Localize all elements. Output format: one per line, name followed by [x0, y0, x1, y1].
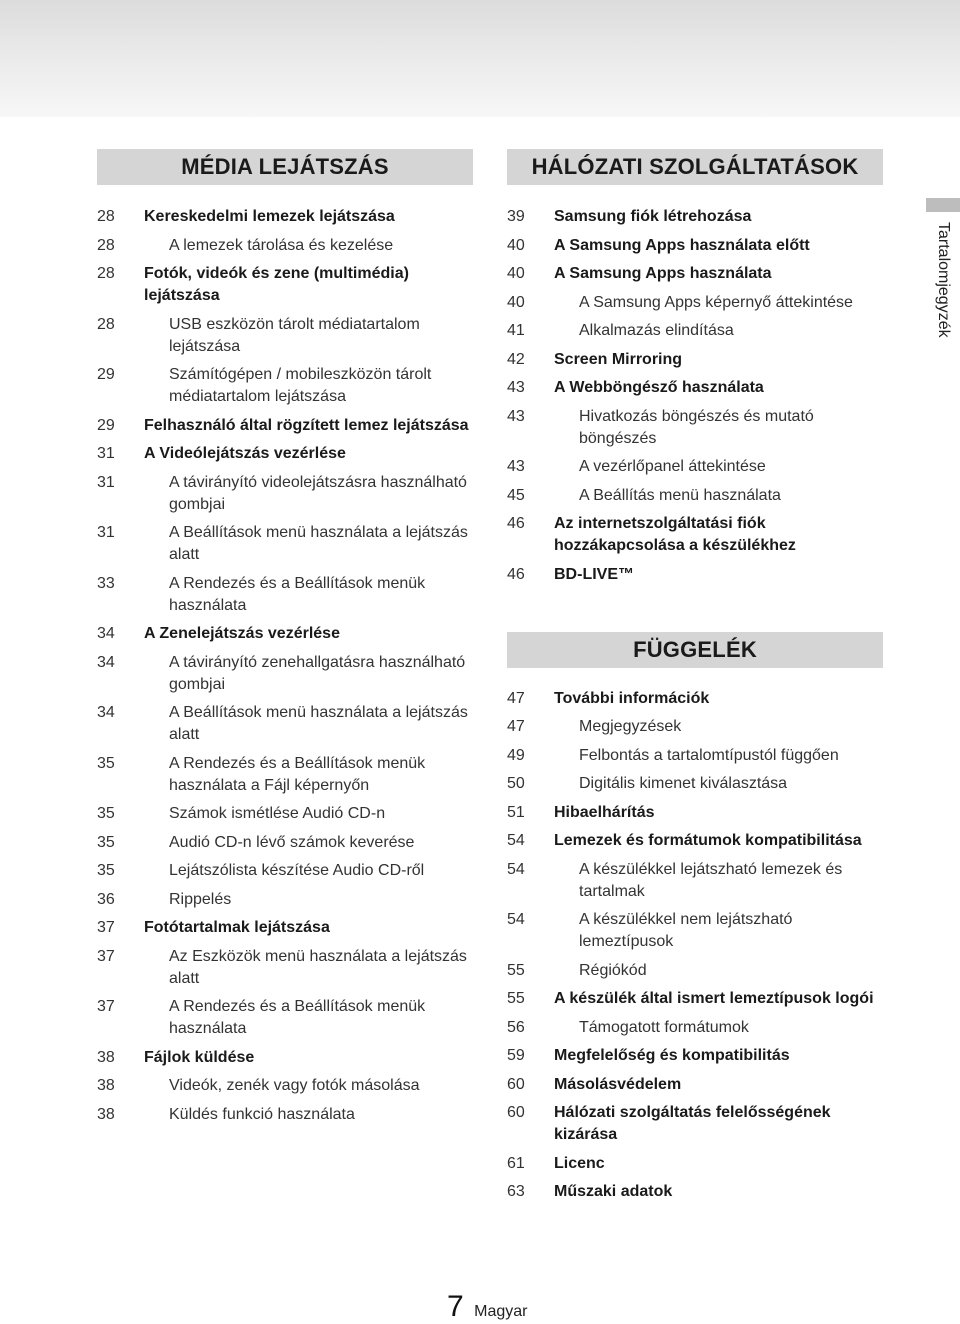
toc-page-number: 59: [507, 1047, 525, 1064]
toc-entry[interactable]: [97, 917, 473, 939]
toc-entry-title: A Videólejátszás vezérlése: [144, 445, 346, 462]
toc-page-number: 28: [97, 208, 115, 225]
toc-entry[interactable]: [97, 443, 473, 465]
toc-page-number: 60: [507, 1104, 525, 1121]
toc-entry[interactable]: [97, 1104, 473, 1126]
toc-entry[interactable]: [507, 377, 883, 399]
toc-entry-title: Screen Mirroring: [554, 350, 683, 368]
toc-page-number: 55: [507, 990, 525, 1007]
toc-entry-title: A lemezek tárolása és kezelése: [169, 236, 394, 254]
toc-entry-title: Licenc: [554, 1154, 605, 1172]
toc-entry-title: Fotótartalmak lejátszása: [144, 919, 330, 936]
toc-entry[interactable]: [507, 235, 883, 257]
toc-page-number: 43: [507, 407, 525, 425]
toc-entry[interactable]: [97, 753, 473, 797]
toc-entry-title: A készülékkel lejátszható lemezek és tartalmak: [579, 860, 843, 900]
toc-page-number: 31: [97, 445, 115, 462]
toc-entry-title: Felhasználó által rögzített lemez lejátszása: [144, 416, 469, 434]
toc-entry-title: Lejátszólista készítése Audio CD-ről: [169, 862, 425, 879]
toc-entry-title: Megfelelőség és kompatibilitás: [554, 1047, 790, 1064]
toc-entry-title: A Beállítás menü használata: [579, 486, 781, 504]
toc-entry-title: Lemezek és formátumok kompatibilitása: [554, 832, 862, 849]
toc-page-number: 37: [97, 947, 115, 965]
toc-entry-title: Videók, zenék vagy fotók másolása: [169, 1077, 420, 1094]
toc-page-number: 40: [507, 236, 525, 254]
toc-entry-title: A távirányító zenehallgatásra használható gombjai: [169, 653, 466, 693]
toc-entry-title: A Rendezés és a Beállítások menük használata: [169, 574, 426, 614]
toc-entry-title: Hivatkozás böngészés és mutató böngészés: [579, 407, 814, 447]
toc-page-number: 49: [507, 746, 525, 764]
toc-entry[interactable]: [97, 314, 473, 358]
toc-entry-title: Az Eszközök menü használata a lejátszás alatt: [169, 947, 467, 987]
toc-entry-title: A készülék által ismert lemeztípusok logói: [554, 990, 874, 1007]
toc-page-number: 56: [507, 1018, 525, 1036]
toc-entry[interactable]: [97, 235, 473, 257]
toc-entry-title: Hibaelhárítás: [554, 803, 655, 821]
toc-entry-title: A Beállítások menü használata a lejátszás alatt: [169, 704, 468, 743]
toc-entry[interactable]: [97, 263, 473, 307]
language-label: Magyar: [474, 1303, 528, 1320]
toc-page-number: 36: [97, 890, 115, 908]
toc-page-number: 38: [97, 1105, 115, 1123]
toc-page-number: 46: [507, 565, 525, 583]
toc-entry[interactable]: [507, 745, 883, 767]
toc-page-number: 47: [507, 718, 525, 735]
toc-entry[interactable]: [507, 773, 883, 795]
side-tab-marker: [926, 198, 960, 212]
toc-page-number: 28: [97, 236, 115, 254]
toc-entry[interactable]: [507, 1153, 883, 1175]
toc-entry-title: A Beállítások menü használata a lejátszás alatt: [169, 524, 468, 563]
toc-page-number: 31: [97, 524, 115, 541]
toc-entry-title: Hálózati szolgáltatás felelősségének kizárása: [554, 1104, 831, 1143]
toc-page-number: 37: [97, 998, 115, 1015]
toc-entry[interactable]: [97, 946, 473, 990]
section-header-network: HÁLÓZATI SZOLGÁLTATÁSOK: [507, 149, 883, 185]
toc-list-appendix: [507, 688, 883, 1204]
toc-entry-title: Megjegyzések: [579, 718, 682, 735]
toc-page-number: 37: [97, 919, 115, 936]
toc-entry[interactable]: [97, 415, 473, 437]
toc-entry[interactable]: [507, 988, 883, 1010]
toc-entry-title: USB eszközön tárolt médiatartalom lejátszása: [169, 315, 420, 355]
toc-page-number: 34: [97, 625, 115, 642]
left-column: [97, 149, 473, 1132]
toc-entry-title: Küldés funkció használata: [169, 1105, 355, 1123]
toc-page-number: 40: [507, 265, 525, 282]
toc-entry-title: Rippelés: [169, 890, 232, 908]
toc-entry[interactable]: [507, 320, 883, 342]
toc-entry[interactable]: [97, 996, 473, 1040]
toc-page-number: 39: [507, 208, 525, 225]
toc-entry-title: A Rendezés és a Beállítások menük használata a Fájl képernyőn: [169, 754, 426, 794]
toc-page-number: 45: [507, 486, 525, 504]
toc-entry[interactable]: [507, 564, 883, 586]
toc-entry-title: Audió CD-n lévő számok keverése: [169, 833, 415, 851]
toc-entry-title: Műszaki adatok: [554, 1183, 673, 1200]
toc-entry[interactable]: [97, 889, 473, 911]
toc-list-network: [507, 206, 883, 586]
right-column: [507, 149, 883, 1210]
toc-page-number: 61: [507, 1154, 525, 1172]
toc-page-number: 43: [507, 458, 525, 475]
toc-entry-title: A vezérlőpanel áttekintése: [579, 458, 766, 475]
toc-page-number: 46: [507, 515, 525, 532]
toc-entry[interactable]: [507, 1102, 883, 1146]
toc-entry[interactable]: [507, 406, 883, 450]
toc-entry[interactable]: [507, 688, 883, 710]
toc-page-number: 35: [97, 805, 115, 822]
toc-page-number: 40: [507, 293, 525, 311]
toc-entry-title: Kereskedelmi lemezek lejátszása: [144, 208, 395, 225]
toc-page-number: 35: [97, 862, 115, 879]
toc-entry-title: A Samsung Apps használata előtt: [554, 236, 810, 254]
toc-entry-title: Alkalmazás elindítása: [579, 322, 734, 339]
toc-entry[interactable]: [97, 623, 473, 645]
toc-entry[interactable]: [507, 206, 883, 228]
toc-page-number: 29: [97, 416, 115, 434]
toc-entry[interactable]: [97, 522, 473, 566]
toc-entry[interactable]: [507, 349, 883, 371]
toc-page-number: 50: [507, 775, 525, 792]
toc-entry[interactable]: [507, 909, 883, 953]
toc-entry[interactable]: [97, 860, 473, 882]
toc-entry[interactable]: [507, 1181, 883, 1203]
toc-entry-title: Támogatott formátumok: [579, 1018, 749, 1036]
side-tab-label: Tartalomjegyzék: [935, 222, 952, 338]
toc-entry-title: Másolásvédelem: [554, 1075, 682, 1093]
toc-entry[interactable]: [97, 364, 473, 408]
toc-entry-title: Fájlok küldése: [144, 1048, 255, 1066]
toc-entry[interactable]: [97, 206, 473, 228]
page-number: 7: [447, 1290, 464, 1323]
section-header-media: MÉDIA LEJÁTSZÁS: [97, 149, 473, 185]
toc-entry[interactable]: [97, 652, 473, 696]
toc-entry[interactable]: [97, 573, 473, 617]
toc-entry[interactable]: [507, 456, 883, 478]
section-header-appendix: FÜGGELÉK: [507, 632, 883, 668]
toc-page-number: 34: [97, 653, 115, 671]
toc-page-number: 63: [507, 1183, 525, 1200]
toc-page-number: 38: [97, 1048, 115, 1066]
toc-entry-title: Felbontás a tartalomtípustól függően: [579, 746, 839, 764]
toc-entry-title: A Samsung Apps használata: [554, 265, 772, 282]
toc-page-number: 41: [507, 322, 525, 339]
toc-page-number: 29: [97, 366, 115, 383]
toc-page-number: 31: [97, 473, 115, 491]
toc-entry-title: A készülékkel nem lejátszható lemeztípusok: [579, 911, 793, 950]
toc-entry[interactable]: [97, 832, 473, 854]
toc-entry-title: BD-LIVE™: [554, 565, 634, 583]
toc-entry-title: Digitális kimenet kiválasztása: [579, 775, 788, 792]
toc-entry[interactable]: [97, 472, 473, 516]
toc-entry-title: A Samsung Apps képernyő áttekintése: [579, 293, 853, 311]
toc-entry-title: Régiókód: [579, 961, 647, 979]
toc-entry[interactable]: [507, 1017, 883, 1039]
toc-entry-title: Számok ismétlése Audió CD-n: [169, 805, 386, 822]
toc-entry[interactable]: [507, 292, 883, 314]
toc-entry-title: A Zenelejátszás vezérlése: [144, 625, 340, 642]
toc-entry[interactable]: [507, 485, 883, 507]
toc-entry-title: Számítógépen / mobileszközön tárolt médiatartalom lejátszása: [169, 366, 432, 405]
top-gradient-band: [0, 0, 960, 117]
toc-page-number: 34: [97, 704, 115, 721]
toc-page-number: 38: [97, 1077, 115, 1094]
toc-entry[interactable]: [507, 859, 883, 903]
toc-entry[interactable]: [507, 830, 883, 852]
toc-entry[interactable]: [507, 716, 883, 738]
toc-entry-title: A Rendezés és a Beállítások menük használata: [169, 998, 426, 1037]
toc-page-number: 42: [507, 350, 525, 368]
toc-entry-title: Samsung fiók létrehozása: [554, 208, 752, 225]
toc-entry[interactable]: [507, 960, 883, 982]
toc-entry-title: Fotók, videók és zene (multimédia) lejátszása: [144, 265, 409, 304]
toc-entry[interactable]: [97, 1075, 473, 1097]
toc-entry[interactable]: [97, 1047, 473, 1069]
toc-entry-title: A távirányító videolejátszásra használható gombjai: [169, 473, 467, 513]
toc-page-number: 43: [507, 379, 525, 396]
toc-entry[interactable]: [507, 513, 883, 557]
toc-page-number: 47: [507, 689, 525, 707]
toc-page-number: 51: [507, 803, 525, 821]
toc-page-number: 28: [97, 315, 115, 333]
toc-page-number: 55: [507, 961, 525, 979]
toc-page-number: 35: [97, 833, 115, 851]
toc-entry[interactable]: [97, 803, 473, 825]
toc-page-number: 35: [97, 754, 115, 772]
toc-page-number: 54: [507, 832, 525, 849]
toc-page-number: 33: [97, 574, 115, 592]
toc-list-media: [97, 206, 473, 1126]
toc-entry[interactable]: [507, 1045, 883, 1067]
toc-page-number: 54: [507, 911, 525, 928]
toc-entry[interactable]: [507, 263, 883, 285]
page-footer: [447, 1290, 528, 1324]
toc-entry[interactable]: [97, 702, 473, 746]
toc-entry-title: A Webböngésző használata: [554, 379, 764, 396]
toc-page-number: 54: [507, 860, 525, 878]
toc-entry-title: További információk: [554, 689, 710, 707]
toc-entry[interactable]: [507, 802, 883, 824]
toc-page-number: 28: [97, 265, 115, 282]
toc-entry-title: Az internetszolgáltatási fiók hozzákapcsolása a készülékhez: [554, 515, 796, 554]
toc-entry[interactable]: [507, 1074, 883, 1096]
toc-page-number: 60: [507, 1075, 525, 1093]
